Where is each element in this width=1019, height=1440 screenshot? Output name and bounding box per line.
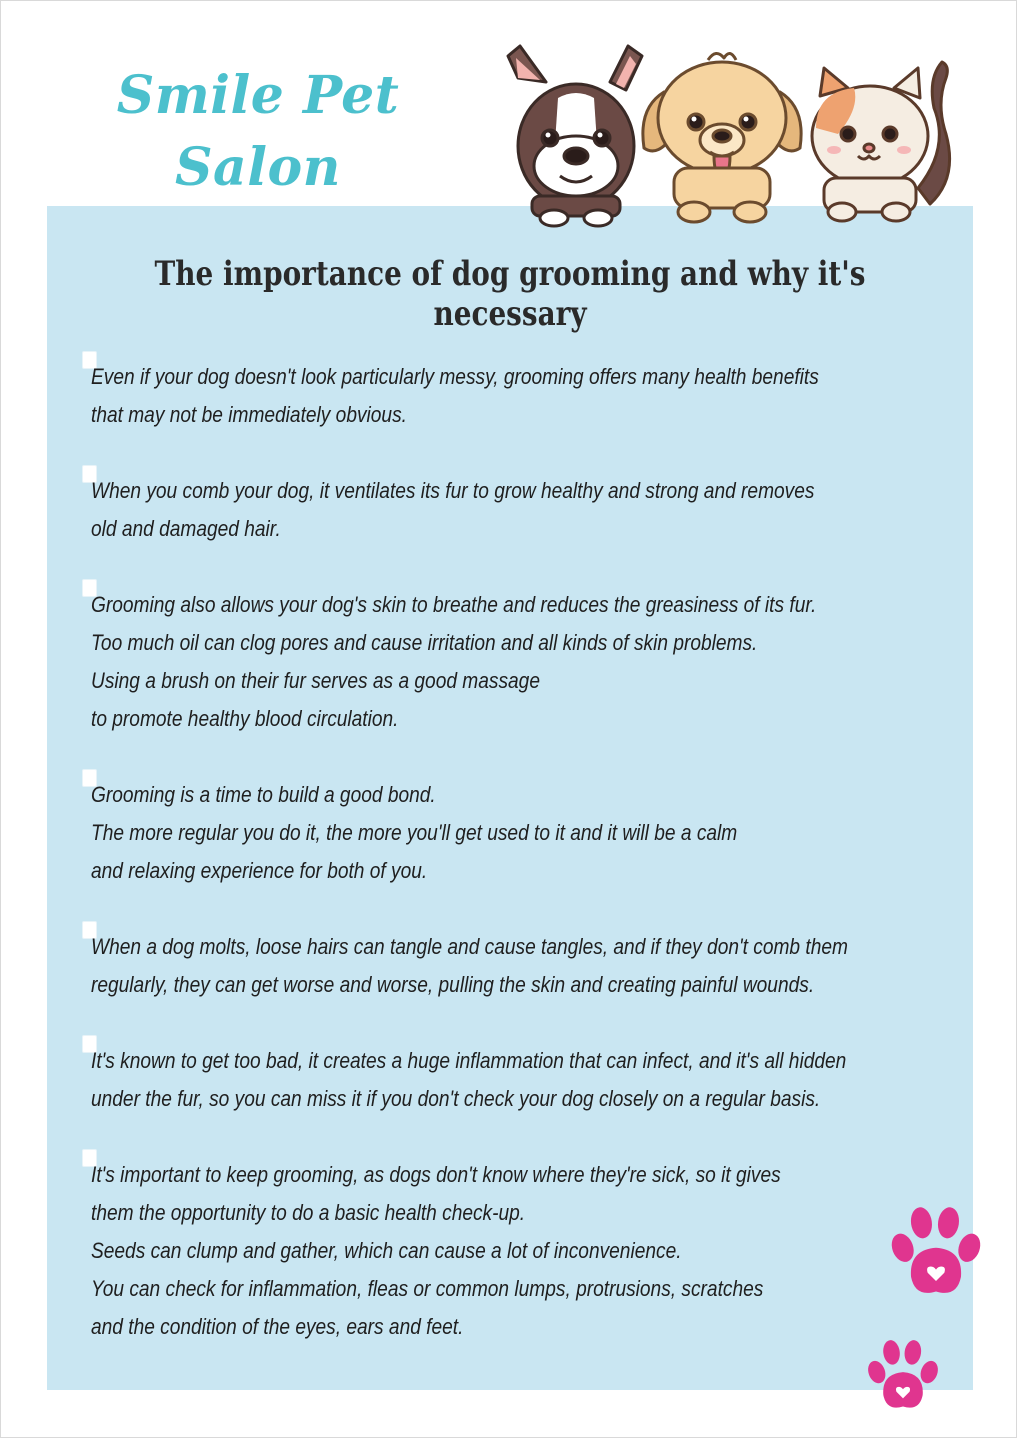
paragraph: [91, 358, 951, 434]
text-line: When you comb your dog, it ventilates its fur to grow healthy and strong and removes: [91, 478, 815, 503]
text-line: It's important to keep grooming, as dogs don't know where they're sick, so it gives: [91, 1162, 781, 1187]
text-line: them the opportunity to do a basic health check-up.: [91, 1200, 526, 1225]
calico-cat-icon: [812, 62, 950, 221]
text-line: Too much oil can clog pores and cause irritation and all kinds of skin problems.: [91, 630, 758, 655]
text-line: It's known to get too bad, it creates a huge inflammation that can infect, and it's all hidden: [91, 1048, 847, 1073]
text-line: that may not be immediately obvious.: [91, 402, 407, 427]
text-line: Using a brush on their fur serves as a good massage: [91, 668, 540, 693]
golden-puppy-icon: [643, 53, 801, 222]
paragraph: [91, 776, 951, 890]
text-line: Grooming is a time to build a good bond.: [91, 782, 436, 807]
text-line: Even if your dog doesn't look particularly messy, grooming offers many health benefits: [91, 364, 819, 389]
paw-print-icon: [862, 1336, 944, 1418]
text-line: The more regular you do it, the more you'll get used to it and it will be a calm: [91, 820, 738, 845]
paragraph: [91, 472, 951, 548]
text-line: You can check for inflammation, fleas or common lumps, protrusions, scratches: [91, 1276, 764, 1301]
text-line: old and damaged hair.: [91, 516, 281, 541]
paragraph: [91, 1042, 951, 1118]
paragraph: [91, 1156, 951, 1346]
brand-title: Smile Pet Salon: [116, 65, 400, 198]
text-line: regularly, they can get worse and worse, pulling the skin and creating painful wounds.: [91, 972, 815, 997]
text-line: When a dog molts, loose hairs can tangle and cause tangles, and if they don't comb them: [91, 934, 848, 959]
page-title: The importance of dog grooming and why it's necessary: [154, 254, 866, 334]
text-line: Seeds can clump and gather, which can cause a lot of inconvenience.: [91, 1238, 682, 1263]
pets-illustration: [498, 38, 958, 228]
paragraph-list: [91, 358, 951, 1384]
text-line: and relaxing experience for both of you.: [91, 858, 428, 883]
text-line: and the condition of the eyes, ears and feet.: [91, 1314, 464, 1339]
text-line: to promote healthy blood circulation.: [91, 706, 399, 731]
content-panel: [47, 206, 973, 1390]
paragraph: [91, 586, 951, 738]
paw-print-icon: [884, 1202, 988, 1306]
paragraph: [91, 928, 951, 1004]
text-line: Grooming also allows your dog's skin to breathe and reduces the greasiness of its fur.: [91, 592, 817, 617]
text-line: under the fur, so you can miss it if you don't check your dog closely on a regular basis.: [91, 1086, 821, 1111]
french-bulldog-icon: [508, 46, 642, 226]
